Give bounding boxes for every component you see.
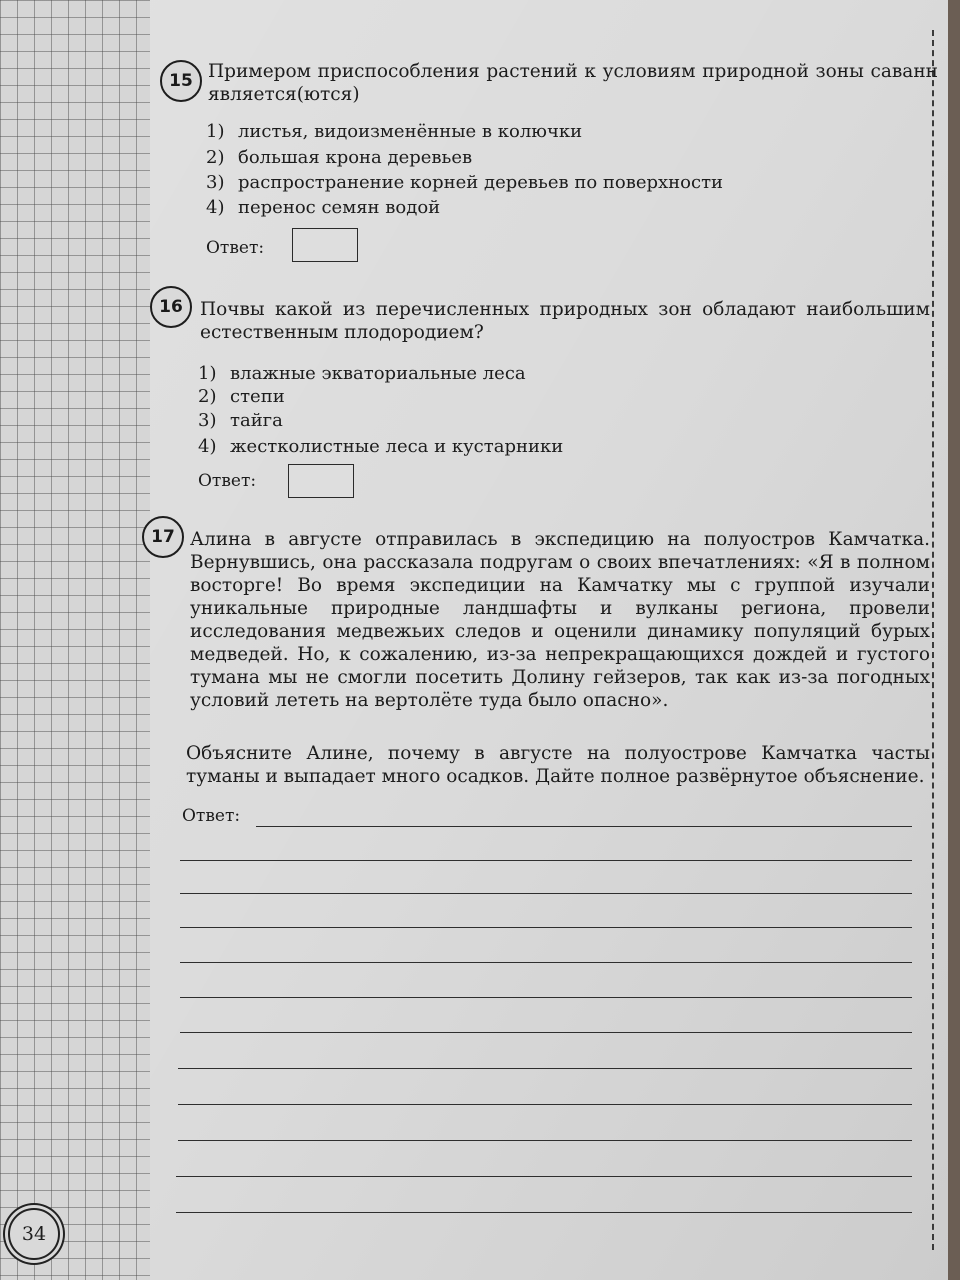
option-text: распространение корней деревьев по поверхности bbox=[238, 172, 724, 193]
question-15-option-3[interactable] bbox=[206, 171, 723, 195]
answer-line[interactable] bbox=[180, 997, 912, 998]
question-15-option-1[interactable] bbox=[206, 120, 582, 144]
question-16-answer-box[interactable] bbox=[288, 464, 354, 498]
question-15-text: Примером приспособления растений к условиям природной зоны саванн является(ются) bbox=[208, 61, 938, 105]
option-number: 4) bbox=[198, 436, 217, 457]
option-text: перенос семян водой bbox=[238, 197, 441, 218]
question-17-text: Алина в августе отправилась в экспедицию на полуостров Камчатка. Вернувшись, она рассказала подругам о своих впечатлениях: «Я в полном восторге! Во время экспедиции на Камчатку мы с группой изучали уникальные природные ландшафты и вулканы региона, провели исследования медвежьих следов и оценили динамику популяций бурых медведей. Но, к сожалению, из-за непрекращающихся дождей и густого тумана мы не смогли посетить Долину гейзеров, так как из-за погодных условий лететь на вертолёте туда было опасно». bbox=[190, 529, 930, 711]
question-16-option-4[interactable] bbox=[198, 435, 563, 459]
option-number: 1) bbox=[198, 363, 217, 384]
question-15-answer-box[interactable] bbox=[292, 228, 358, 262]
graph-paper-margin bbox=[0, 0, 150, 1280]
question-17-answer-label: Ответ: bbox=[182, 806, 241, 826]
answer-line[interactable] bbox=[176, 1176, 912, 1177]
option-number: 2) bbox=[198, 386, 217, 407]
option-number: 1) bbox=[206, 121, 225, 142]
answer-line[interactable] bbox=[256, 826, 912, 827]
answer-line[interactable] bbox=[180, 893, 912, 894]
option-text: влажные экваториальные леса bbox=[230, 363, 526, 384]
option-text: листья, видоизменённые в колючки bbox=[238, 121, 583, 142]
page-number: 34 bbox=[8, 1208, 60, 1260]
option-number: 2) bbox=[206, 147, 225, 168]
question-15-option-4[interactable] bbox=[206, 196, 440, 220]
question-16-option-3[interactable] bbox=[198, 409, 283, 433]
answer-line[interactable] bbox=[180, 927, 912, 928]
question-15-answer-label: Ответ: bbox=[206, 238, 265, 258]
option-number: 4) bbox=[206, 197, 225, 218]
question-16-option-2[interactable] bbox=[198, 385, 285, 409]
answer-line[interactable] bbox=[178, 1104, 912, 1105]
option-number: 3) bbox=[198, 410, 217, 431]
cut-line bbox=[932, 30, 934, 1250]
option-text: жестколистные леса и кустарники bbox=[230, 436, 564, 457]
answer-line[interactable] bbox=[176, 1212, 912, 1213]
answer-line[interactable] bbox=[178, 1140, 912, 1141]
answer-line[interactable] bbox=[180, 860, 912, 861]
question-17-task: Объясните Алине, почему в августе на полуострове Камчатка часты туманы и выпадает много осадков. Дайте полное развёрнутое объяснение. bbox=[186, 743, 930, 787]
option-text: степи bbox=[230, 386, 285, 407]
option-text: тайга bbox=[230, 410, 283, 431]
question-number-15: 15 bbox=[160, 60, 202, 102]
answer-line[interactable] bbox=[180, 962, 912, 963]
question-16-text: Почвы какой из перечисленных природных зон обладают наибольшим естественным плодородием? bbox=[200, 299, 930, 343]
question-number-17: 17 bbox=[142, 516, 184, 558]
option-number: 3) bbox=[206, 172, 225, 193]
option-text: большая крона деревьев bbox=[238, 147, 473, 168]
question-number-16: 16 bbox=[150, 286, 192, 328]
question-16-option-1[interactable] bbox=[198, 362, 526, 386]
question-15-option-2[interactable] bbox=[206, 146, 472, 170]
answer-line[interactable] bbox=[180, 1032, 912, 1033]
answer-line[interactable] bbox=[178, 1068, 912, 1069]
question-16-answer-label: Ответ: bbox=[198, 471, 257, 491]
